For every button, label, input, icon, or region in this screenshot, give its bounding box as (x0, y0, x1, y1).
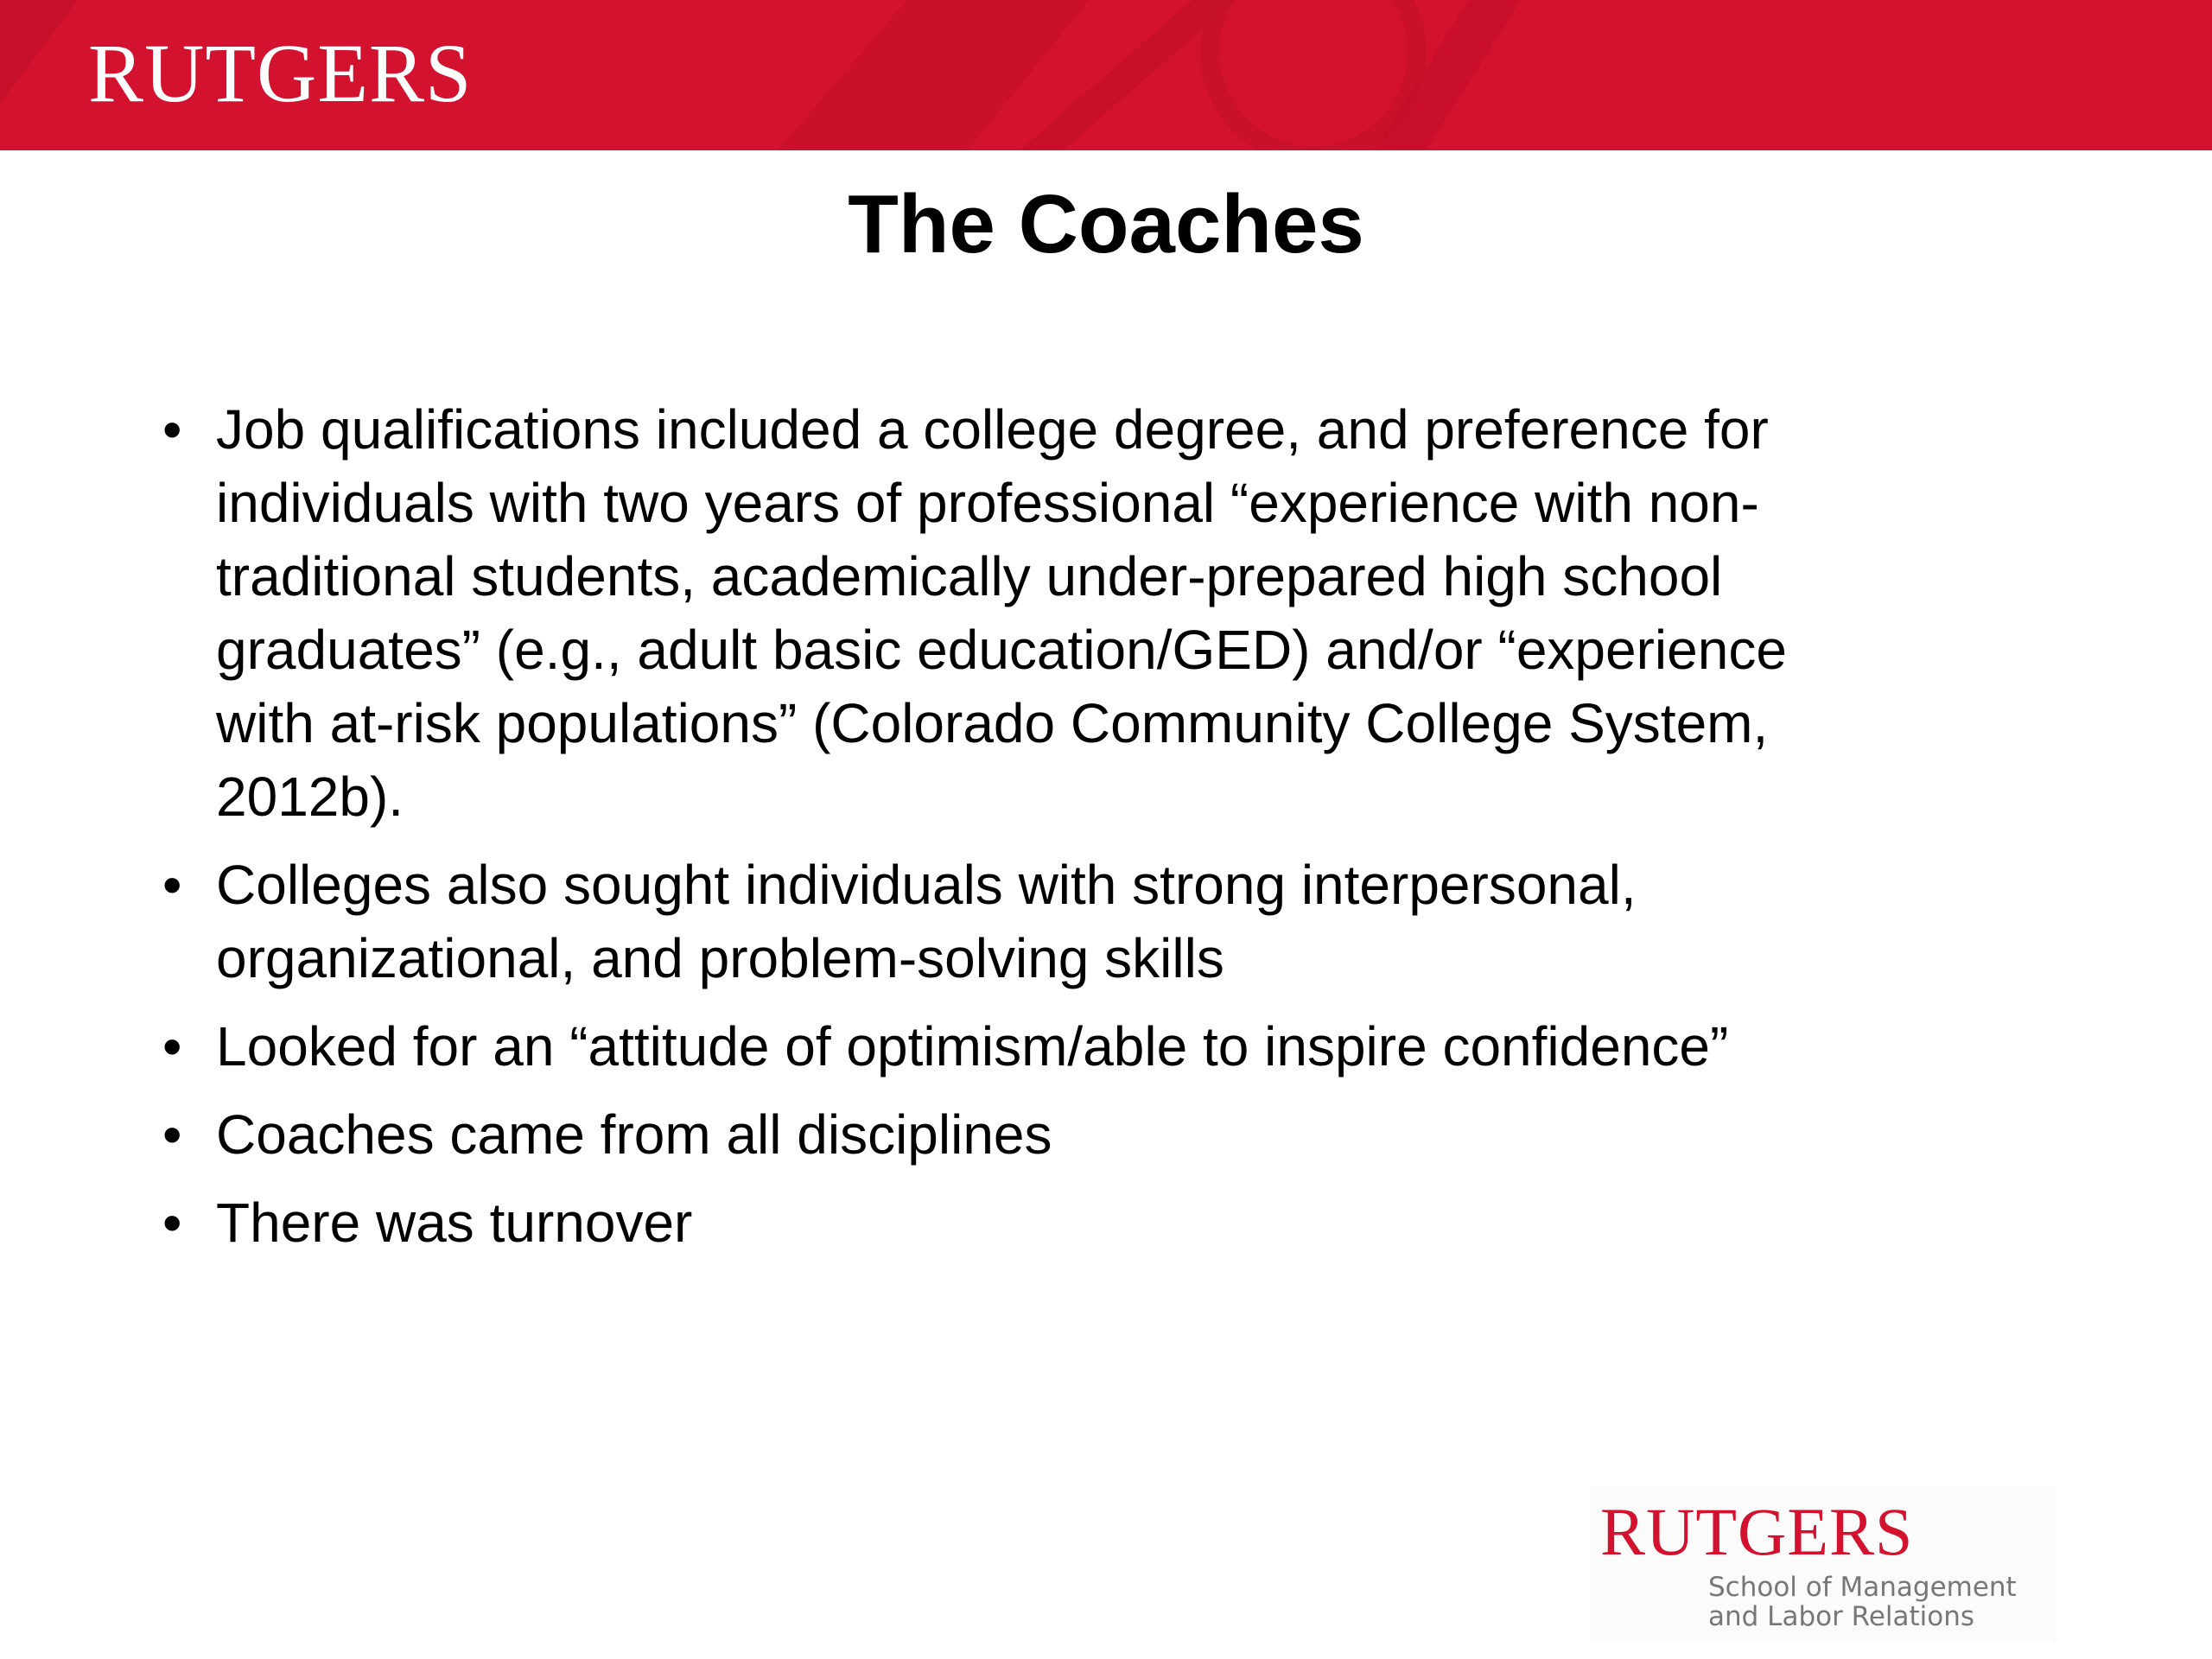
bullet-line: organizational, and problem-solving skills (216, 927, 1224, 989)
bullet-line: graduates” (e.g., adult basic education/GED) and/or “experience (216, 619, 1787, 681)
rutgers-logo: RUTGERS (88, 27, 473, 119)
bullet-item (154, 1186, 2003, 1260)
bullet-line: Colleges also sought individuals with strong interpersonal, (216, 854, 1637, 916)
bullet-icon: • (162, 854, 182, 916)
bullet-line: 2012b). (216, 766, 404, 828)
bullet-icon: • (162, 1192, 182, 1254)
bullet-item (154, 849, 2003, 995)
smlr-logo (1590, 1486, 2056, 1642)
smlr-logo-wordmark: RUTGERS (1600, 1494, 1914, 1569)
bullet-line: individuals with two years of professional “experience with non- (216, 472, 1759, 534)
smlr-logo-line1: School of Management (1708, 1572, 2017, 1603)
bullet-item (154, 393, 2003, 834)
bullet-line: with at-risk populations” (Colorado Community College System, (216, 692, 1769, 754)
bullet-line: Job qualifications included a college degree, and preference for (216, 398, 1769, 461)
bullet-line: traditional students, academically under-prepared high school (216, 545, 1723, 607)
bullet-icon: • (162, 1015, 182, 1077)
slide-title: The Coaches (848, 178, 1364, 270)
bullet-line: There was turnover (216, 1192, 693, 1254)
bullet-icon: • (162, 1103, 182, 1166)
bullet-item (154, 1098, 2003, 1172)
bullet-list (154, 393, 2003, 1274)
bullet-item (154, 1010, 2003, 1084)
bullet-line: Looked for an “attitude of optimism/able to inspire confidence” (216, 1015, 1729, 1077)
smlr-logo-subtitle (1708, 1573, 2017, 1631)
bullet-icon: • (162, 398, 182, 461)
bullet-line: Coaches came from all disciplines (216, 1103, 1052, 1166)
smlr-logo-line2: and Labor Relations (1708, 1601, 1975, 1632)
header-banner (0, 0, 2212, 150)
